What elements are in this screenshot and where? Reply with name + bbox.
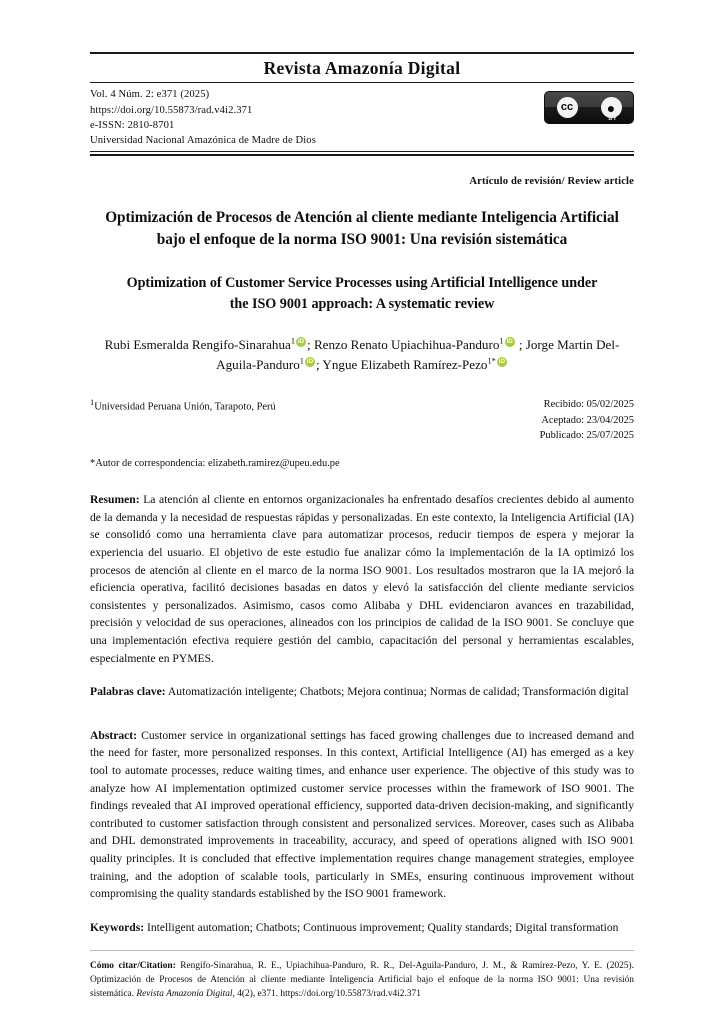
person-icon: ● [601,97,622,118]
author-name: Jorge Martin Del-Aguila-Panduro [216,337,620,373]
citation-text [90,960,634,1002]
abstract-text: Customer service in organizational settings has faced growing challenges due to increased demand and the need for faster, more personalized responses. In this context, Artificial Intelligence (AI) has emerged as a key tool to automate processes, reduce waiting times, and enhance user experience. The objective of this study was to analyze how AI implementation optimized customer service processes within the framework of ISO 9001. The findings revealed that AI improved operational efficiency, supported data-driven decision-making, and significantly contributed to customer satisfaction through consistent and personalized services. Moreover, cases such as Alibaba and DHL demonstrated improvements in traceability, accuracy, and speed of operations aligned with ISO 9001 quality principles. It is concluded that effective implementation requires change management strategies, employee training, and the adoption of scalable tools, particularly in SMEs, ensuring continuous improvement without compromising the quality standards established by the ISO 9001 framework. [90,728,634,901]
author-name: Rubi Esmeralda Rengifo-Sinarahua [104,337,291,353]
affiliation-text: Universidad Peruana Unión, Tarapoto, Perú [94,401,276,413]
orcid-icon[interactable] [296,337,306,347]
resumen-label: Resumen: [90,493,140,507]
journal-imprint [90,87,316,148]
author-name: Renzo Renato Upiachihua-Panduro [313,337,500,353]
affiliation-mark: 1 [90,398,95,408]
journal-masthead [90,0,634,156]
abstract-label: Abstract: [90,728,138,742]
author-separator: ; [315,357,323,373]
author-item [322,357,507,372]
author-item [105,337,314,352]
license-by-label: BY [608,116,617,123]
author-list [90,335,634,375]
keywords-text: Intelligent automation; Chatbots; Continuous improvement; Quality standards; Digital transformation [144,920,619,934]
resumen-text: La atención al cliente en entornos organizacionales ha enfrentado desafíos crecientes debido al aumento de la demanda y la necesidad de respuestas rápidas y personalizadas. En este contexto, la Inteligencia Artificial (IA) se consolidó como una herramienta clave para automatizar procesos, reducir tiempos de espera y mejorar la experiencia del usuario. El objetivo de este estudio fue analizar cómo la implementación de la IA optimizó los procesos de atención al cliente en el marco de la norma ISO 9001. Los resultados mostraron que la IA mejoró la eficiencia operativa, facilitó decisiones basadas en datos y elevó la satisfacción del cliente mediante servicios consistentes y personalizados. Asimismo, casos como Alibaba y DHL evidenciaron avances en trazabilidad, precisión y velocidad de sus operaciones, alineados con los principios de calidad de la ISO 9001. Se concluye que una implementación efectiva requiere gestión del cambio, capacitación del personal y herramientas escalables, especialmente en PYMES. [90,493,634,665]
date-published: Publicado: 25/07/2025 [539,430,634,442]
palabras-clave-text: Automatización inteligente; Chatbots; Mejora continua; Normas de calidad; Transformación digital [165,685,629,699]
corresponding-author: *Autor de correspondencia: elizabeth.ramirez@upeu.edu.pe [90,458,340,470]
resumen-section [90,491,634,667]
journal-title: Revista Amazonía Digital [263,58,461,78]
footer-rule [90,950,634,951]
keywords-label: Keywords: [90,920,145,934]
author-affiliation-mark: 1 [299,357,304,366]
orcid-icon[interactable] [305,357,315,367]
article-title-english: Optimization of Customer Service Processes using Artificial Intelligence under the ISO 9001 approach: A systematic review [126,275,598,312]
imprint-publisher: Universidad Nacional Amazónica de Madre de Dios [90,135,316,147]
abstract-section [90,727,634,903]
author-name: Yngue Elizabeth Ramírez-Pezo [322,357,488,373]
imprint-issn: e-ISSN: 2810-8701 [90,119,175,131]
article-title-spanish: Optimización de Procesos de Atención al cliente mediante Inteligencia Artificial bajo el enfoque de la norma ISO 9001: Una revisión sistemática [105,208,619,249]
citation-part-two: , 4(2), e371. https://doi.org/10.55873/rad.v4i2.371 [232,989,421,1000]
author-affiliation-mark: 1 [499,337,504,347]
publication-dates [540,397,634,444]
orcid-icon[interactable] [505,337,515,347]
author-item [314,337,526,352]
citation-part-one: Rengifo-Sinarahua, R. E., Upiachihua-Panduro, R. R., Del-Aguila-Panduro, J. M., & Ramírez-Pezo, Y. E. (2025). Optimización de Procesos de Atención al cliente mediante Inteligencia Artificial bajo el enfoque de la norma ISO 9001: Una revisión sistemática. [90,961,634,1000]
author-separator: ; [515,337,526,353]
masthead-bottom-rule [90,151,634,156]
masthead-top-rule [90,52,634,54]
palabras-clave-section [90,683,634,701]
creative-commons-license-badge[interactable] [544,91,634,124]
affiliation [90,397,276,415]
masthead-body [90,83,634,148]
palabras-clave-label: Palabras clave: [90,685,166,699]
author-affiliation-mark: 1 [290,337,296,347]
keywords-section [90,919,634,937]
date-accepted: Aceptado: 23/04/2025 [541,414,634,426]
citation-label: Cómo citar/Citation: [90,961,176,972]
author-separator: ; [307,337,314,353]
date-received: Recibido: 05/02/2025 [543,399,634,411]
imprint-doi[interactable]: https://doi.org/10.55873/rad.v4i2.371 [90,104,253,116]
imprint-volume: Vol. 4 Núm. 2: e371 (2025) [90,89,210,101]
orcid-icon[interactable] [497,357,507,367]
affiliation-and-dates [90,397,634,444]
author-affiliation-mark: 1* [487,357,496,366]
citation-journal-name: Revista Amazonía Digital [136,989,233,1000]
article-type-label: Artículo de revisión/ Review article [469,175,634,187]
citation-footer [90,950,634,1002]
creative-commons-icon: cc [557,97,578,118]
